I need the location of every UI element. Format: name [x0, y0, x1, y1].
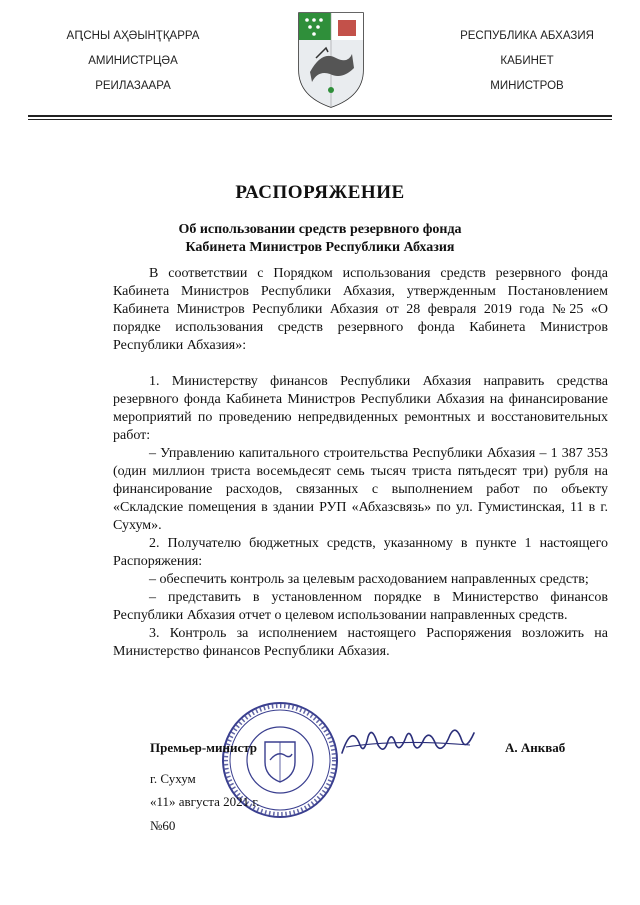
header-divider-thin [28, 119, 612, 120]
clause-3: 3. Контроль за исполнением настоящего Распоряжения возложить на Министерство финансов Республики Абхазия. [113, 626, 608, 659]
issue-place: г. Сухум [150, 771, 196, 786]
clause-2-item-2: – представить в установленном порядке в Министерство финансов Республики Абхазия отчет о целевом использовании направленных средств. [113, 590, 608, 623]
clause-1-item: – Управлению капитального строительства Республики Абхазия – 1 387 353 (один миллион триста восемьдесят семь тысяч триста пятьдесят три) рубля на финансирование расходов, связанных с выполнением работ по объекту «Складские помещения в здании РУП «Абхазсвязь» по ул. Гумистинская, 11 в г. Сухум». [113, 446, 608, 533]
header-left-line-3: РЕИЛАЗААРА [95, 80, 171, 92]
header-left-line-2: АМИНИСТРЦӘА [88, 55, 178, 67]
preamble-paragraph: В соответствии с Порядком использования средств резервного фонда Кабинета Министров Республики Абхазия, утвержденным Постановлением Кабинета Министров Республики Абхазия от 28 февраля 2019 года №25 «О порядке использования средств резервного фонда Кабинета Министров Республики Абхазия»: [113, 266, 608, 353]
header-right-line-3: МИНИСТРОВ [490, 80, 564, 92]
handwritten-signature [338, 715, 478, 765]
header-right [432, 24, 622, 99]
header-right-line-2: КАБИНЕТ [500, 55, 554, 67]
subtitle-line-1: Об использовании средств резервного фонда [178, 222, 462, 237]
signatory-name: А. Анкваб [505, 740, 566, 755]
header-left [48, 24, 218, 99]
document-title: РАСПОРЯЖЕНИЕ [235, 182, 405, 203]
subtitle-line-2: Кабинета Министров Республики Абхазия [185, 240, 455, 255]
signatory-position: Премьер-министр [150, 740, 258, 755]
header-divider-thick [28, 115, 612, 117]
clause-2: 2. Получателю бюджетных средств, указанному в пункте 1 настоящего Распоряжения: [113, 536, 608, 569]
document-subtitle [0, 221, 640, 257]
header-left-line-1: АԤСНЫ АҲӘЫНҬҚАРРА [66, 30, 200, 42]
header-right-line-1: РЕСПУБЛИКА АБХАЗИЯ [460, 30, 594, 42]
emblem-icon [296, 10, 366, 110]
issue-date: «11» августа 2021 г. [150, 794, 260, 809]
clause-1: 1. Министерству финансов Республики Абхазия направить средства резервного фонда Кабинета Министров Республики Абхазия на финансирование мероприятий по проведению непредвиденных ремонтных и восстановительных работ: [113, 374, 608, 443]
document-number: №60 [150, 818, 176, 833]
document-body [113, 265, 608, 661]
clause-2-item-1: – обеспечить контроль за целевым расходованием направленных средств; [149, 572, 589, 587]
